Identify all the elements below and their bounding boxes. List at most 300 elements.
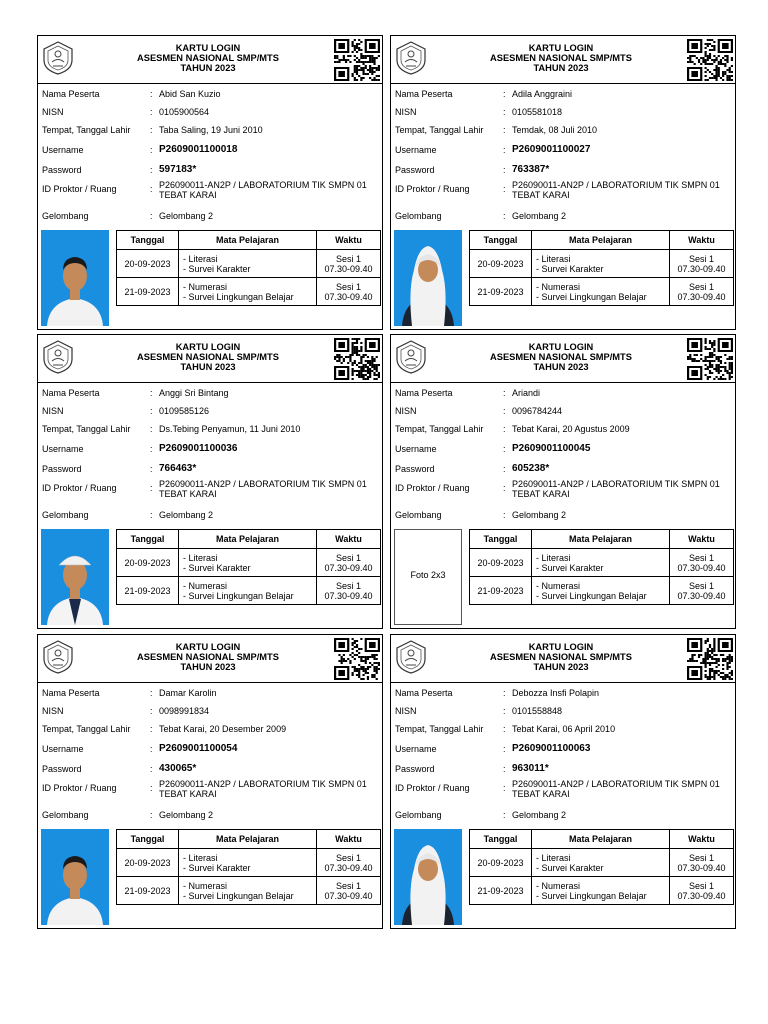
qr-code-icon bbox=[334, 638, 380, 680]
field-value: P26090011-AN2P / LABORATORIUM TIK SMPN 01 TEBAT KARAI bbox=[512, 779, 720, 799]
field-value: Gelombang 2 bbox=[512, 211, 567, 221]
field-colon: : bbox=[150, 107, 153, 117]
field-colon: : bbox=[503, 510, 506, 520]
session-label: Sesi 1 bbox=[688, 880, 714, 891]
field-label: ID Proktor / Ruang bbox=[42, 483, 117, 493]
field-label: Password bbox=[42, 165, 82, 175]
field-label: Username bbox=[395, 744, 437, 754]
card-title-line: TAHUN 2023 bbox=[180, 362, 236, 372]
field-label: Username bbox=[42, 145, 84, 155]
field-value: 0098991834 bbox=[159, 706, 210, 716]
table-row bbox=[117, 849, 381, 877]
field-value: 0105581018 bbox=[512, 107, 563, 117]
tut-wuri-handayani-logo-icon bbox=[394, 40, 428, 76]
subject-line: - Survei Karakter bbox=[183, 862, 251, 873]
field-colon: : bbox=[150, 388, 153, 398]
time-range: 07.30-09.40 bbox=[677, 291, 726, 302]
exam-date: 20-09-2023 bbox=[470, 549, 532, 577]
field-value: P2609001100027 bbox=[512, 144, 591, 155]
field-label: Password bbox=[42, 764, 82, 774]
session-label: Sesi 1 bbox=[688, 852, 714, 863]
exam-subjects bbox=[179, 278, 317, 306]
field-value: Tebat Karai, 20 Agustus 2009 bbox=[512, 424, 630, 434]
field-value: P2609001100045 bbox=[512, 443, 591, 454]
field-colon: : bbox=[503, 125, 506, 135]
table-header-cell: Waktu bbox=[317, 231, 381, 250]
exam-time bbox=[317, 877, 381, 905]
field-label: Tempat, Tanggal Lahir bbox=[42, 424, 131, 434]
card-title-line: TAHUN 2023 bbox=[533, 362, 589, 372]
field-colon: : bbox=[503, 184, 506, 194]
field-colon: : bbox=[503, 406, 506, 416]
exam-date: 20-09-2023 bbox=[470, 250, 532, 278]
field-label: Gelombang bbox=[395, 510, 442, 520]
field-label: Username bbox=[42, 744, 84, 754]
subject-line: - Survei Lingkungan Belajar bbox=[183, 590, 294, 601]
field-value: P26090011-AN2P / LABORATORIUM TIK SMPN 01 TEBAT KARAI bbox=[159, 180, 367, 200]
table-row bbox=[117, 278, 381, 306]
subject-line: - Numerasi bbox=[183, 880, 228, 891]
table-header-cell: Waktu bbox=[670, 830, 734, 849]
exam-date: 20-09-2023 bbox=[117, 849, 179, 877]
exam-subjects bbox=[532, 549, 670, 577]
qr-code-icon bbox=[687, 638, 733, 680]
field-value: 963011* bbox=[512, 763, 549, 774]
table-row bbox=[470, 549, 734, 577]
field-value: Gelombang 2 bbox=[159, 810, 214, 820]
qr-code-icon bbox=[334, 338, 380, 380]
field-value: P26090011-AN2P / LABORATORIUM TIK SMPN 01 TEBAT KARAI bbox=[512, 180, 720, 200]
card-title-line: ASESMEN NASIONAL SMP/MTS bbox=[137, 53, 279, 63]
field-colon: : bbox=[150, 424, 153, 434]
table-header-cell: Tanggal bbox=[117, 530, 179, 549]
card-title-line: TAHUN 2023 bbox=[180, 63, 236, 73]
exam-date: 21-09-2023 bbox=[470, 278, 532, 306]
participant-photo bbox=[394, 230, 462, 326]
exam-date: 20-09-2023 bbox=[117, 549, 179, 577]
table-header-row bbox=[117, 830, 381, 849]
field-label: Nama Peserta bbox=[42, 688, 100, 698]
card-title-line: KARTU LOGIN bbox=[175, 642, 241, 652]
card-title bbox=[108, 43, 308, 73]
field-value: Gelombang 2 bbox=[159, 510, 214, 520]
table-header-cell: Tanggal bbox=[117, 830, 179, 849]
subject-line: - Survei Lingkungan Belajar bbox=[183, 291, 294, 302]
tut-wuri-handayani-logo-icon bbox=[394, 639, 428, 675]
session-label: Sesi 1 bbox=[335, 552, 361, 563]
field-label: NISN bbox=[395, 706, 417, 716]
tut-wuri-handayani-logo-icon bbox=[394, 339, 428, 375]
time-range: 07.30-09.40 bbox=[324, 862, 373, 873]
card-title-line: TAHUN 2023 bbox=[533, 63, 589, 73]
field-label: Nama Peserta bbox=[395, 89, 453, 99]
subject-line: - Numerasi bbox=[183, 580, 228, 591]
card-title bbox=[108, 342, 308, 372]
card-title-line: ASESMEN NASIONAL SMP/MTS bbox=[137, 352, 279, 362]
session-label: Sesi 1 bbox=[688, 253, 714, 264]
card-title-line: TAHUN 2023 bbox=[180, 662, 236, 672]
field-value: Temdak, 08 Juli 2010 bbox=[512, 125, 598, 135]
field-value: Ariandi bbox=[512, 388, 541, 398]
field-colon: : bbox=[150, 464, 153, 474]
table-row bbox=[470, 577, 734, 605]
field-colon: : bbox=[503, 724, 506, 734]
exam-time bbox=[317, 250, 381, 278]
exam-subjects bbox=[179, 849, 317, 877]
field-value: Damar Karolin bbox=[159, 688, 217, 698]
table-header-cell: Mata Pelajaran bbox=[179, 231, 317, 250]
participant-photo bbox=[41, 529, 109, 625]
table-row bbox=[470, 250, 734, 278]
field-label: ID Proktor / Ruang bbox=[42, 184, 117, 194]
card-header bbox=[38, 335, 382, 383]
card-title bbox=[461, 342, 661, 372]
field-value: Gelombang 2 bbox=[159, 211, 214, 221]
field-label: Tempat, Tanggal Lahir bbox=[42, 724, 131, 734]
table-row bbox=[117, 577, 381, 605]
field-colon: : bbox=[150, 764, 153, 774]
table-header-cell: Tanggal bbox=[117, 231, 179, 250]
field-label: Gelombang bbox=[395, 810, 442, 820]
field-colon: : bbox=[150, 688, 153, 698]
login-card bbox=[390, 334, 736, 629]
field-colon: : bbox=[503, 706, 506, 716]
field-colon: : bbox=[150, 510, 153, 520]
exam-date: 20-09-2023 bbox=[117, 250, 179, 278]
exam-time bbox=[670, 250, 734, 278]
table-header-cell: Mata Pelajaran bbox=[179, 530, 317, 549]
field-value: 597183* bbox=[159, 164, 197, 175]
session-label: Sesi 1 bbox=[335, 580, 361, 591]
exam-time bbox=[317, 849, 381, 877]
field-label: Tempat, Tanggal Lahir bbox=[395, 424, 484, 434]
time-range: 07.30-09.40 bbox=[324, 590, 373, 601]
subject-line: - Numerasi bbox=[536, 281, 581, 292]
card-header bbox=[38, 635, 382, 683]
field-label: NISN bbox=[42, 107, 64, 117]
session-label: Sesi 1 bbox=[335, 253, 361, 264]
field-label: Nama Peserta bbox=[395, 388, 453, 398]
subject-line: - Literasi bbox=[183, 552, 218, 563]
field-label: Tempat, Tanggal Lahir bbox=[42, 125, 131, 135]
field-colon: : bbox=[150, 483, 153, 493]
card-header bbox=[391, 635, 735, 683]
field-colon: : bbox=[503, 783, 506, 793]
card-title bbox=[108, 642, 308, 672]
table-header-cell: Waktu bbox=[317, 530, 381, 549]
table-header-cell: Waktu bbox=[317, 830, 381, 849]
subject-line: - Numerasi bbox=[536, 580, 581, 591]
card-header bbox=[391, 335, 735, 383]
field-label: Nama Peserta bbox=[395, 688, 453, 698]
field-colon: : bbox=[503, 388, 506, 398]
card-title-line: KARTU LOGIN bbox=[528, 43, 594, 53]
card-title-line: KARTU LOGIN bbox=[528, 642, 594, 652]
field-value: Tebat Karai, 06 April 2010 bbox=[512, 724, 616, 734]
field-label: Tempat, Tanggal Lahir bbox=[395, 724, 484, 734]
card-title bbox=[461, 642, 661, 672]
subject-line: - Numerasi bbox=[183, 281, 228, 292]
time-range: 07.30-09.40 bbox=[677, 862, 726, 873]
field-colon: : bbox=[503, 688, 506, 698]
subject-line: - Survei Karakter bbox=[536, 862, 604, 873]
card-title-line: ASESMEN NASIONAL SMP/MTS bbox=[490, 652, 632, 662]
field-value: P2609001100054 bbox=[159, 743, 238, 754]
photo-placeholder-label: Foto 2x3 bbox=[410, 570, 446, 580]
time-range: 07.30-09.40 bbox=[324, 291, 373, 302]
session-label: Sesi 1 bbox=[335, 852, 361, 863]
card-title bbox=[461, 43, 661, 73]
field-label: Nama Peserta bbox=[42, 388, 100, 398]
exam-time bbox=[670, 278, 734, 306]
session-label: Sesi 1 bbox=[335, 281, 361, 292]
exam-subjects bbox=[179, 877, 317, 905]
subject-line: - Survei Karakter bbox=[183, 562, 251, 573]
field-colon: : bbox=[503, 464, 506, 474]
field-value: P2609001100036 bbox=[159, 443, 238, 454]
field-value: Gelombang 2 bbox=[512, 510, 567, 520]
field-colon: : bbox=[150, 211, 153, 221]
exam-schedule-table bbox=[116, 529, 381, 605]
subject-line: - Literasi bbox=[183, 253, 218, 264]
exam-subjects bbox=[532, 877, 670, 905]
field-label: Password bbox=[395, 464, 435, 474]
field-label: Password bbox=[395, 764, 435, 774]
exam-subjects bbox=[179, 577, 317, 605]
field-label: ID Proktor / Ruang bbox=[395, 783, 470, 793]
exam-schedule-table bbox=[469, 529, 734, 605]
field-value: 0109585126 bbox=[159, 406, 210, 416]
field-colon: : bbox=[150, 125, 153, 135]
field-label: Gelombang bbox=[42, 810, 89, 820]
field-value: 430065* bbox=[159, 763, 197, 774]
subject-line: - Literasi bbox=[183, 852, 218, 863]
table-header-cell: Tanggal bbox=[470, 231, 532, 250]
table-header-cell: Tanggal bbox=[470, 530, 532, 549]
card-title-line: KARTU LOGIN bbox=[175, 43, 241, 53]
field-value: Taba Saling, 19 Juni 2010 bbox=[159, 125, 263, 135]
field-value: Anggi Sri Bintang bbox=[159, 388, 229, 398]
subject-line: - Survei Lingkungan Belajar bbox=[536, 291, 647, 302]
participant-photo bbox=[41, 829, 109, 925]
exam-subjects bbox=[532, 278, 670, 306]
field-value: P26090011-AN2P / LABORATORIUM TIK SMPN 01 TEBAT KARAI bbox=[512, 479, 720, 499]
field-value: Abid San Kuzio bbox=[159, 89, 221, 99]
subject-line: - Survei Karakter bbox=[536, 263, 604, 274]
field-label: Gelombang bbox=[42, 510, 89, 520]
time-range: 07.30-09.40 bbox=[677, 890, 726, 901]
qr-code-icon bbox=[334, 39, 380, 81]
table-row bbox=[117, 250, 381, 278]
table-header-cell: Tanggal bbox=[470, 830, 532, 849]
field-label: NISN bbox=[42, 406, 64, 416]
subject-line: - Survei Karakter bbox=[183, 263, 251, 274]
session-label: Sesi 1 bbox=[335, 880, 361, 891]
tut-wuri-handayani-logo-icon bbox=[41, 40, 75, 76]
exam-subjects bbox=[532, 849, 670, 877]
field-colon: : bbox=[503, 424, 506, 434]
session-label: Sesi 1 bbox=[688, 552, 714, 563]
time-range: 07.30-09.40 bbox=[677, 263, 726, 274]
photo-placeholder bbox=[394, 529, 462, 625]
qr-code-icon bbox=[687, 338, 733, 380]
table-header-row bbox=[117, 530, 381, 549]
table-header-cell: Waktu bbox=[670, 231, 734, 250]
table-header-cell: Mata Pelajaran bbox=[532, 530, 670, 549]
field-colon: : bbox=[503, 165, 506, 175]
field-label: Username bbox=[395, 145, 437, 155]
table-header-row bbox=[117, 231, 381, 250]
session-label: Sesi 1 bbox=[688, 580, 714, 591]
card-title-line: ASESMEN NASIONAL SMP/MTS bbox=[137, 652, 279, 662]
exam-subjects bbox=[179, 250, 317, 278]
table-header-cell: Waktu bbox=[670, 530, 734, 549]
subject-line: - Survei Lingkungan Belajar bbox=[536, 590, 647, 601]
field-value: P2609001100063 bbox=[512, 743, 591, 754]
field-colon: : bbox=[503, 483, 506, 493]
field-label: NISN bbox=[42, 706, 64, 716]
exam-date: 20-09-2023 bbox=[470, 849, 532, 877]
field-colon: : bbox=[503, 211, 506, 221]
field-label: Password bbox=[42, 464, 82, 474]
field-label: ID Proktor / Ruang bbox=[42, 783, 117, 793]
field-value: P2609001100018 bbox=[159, 144, 238, 155]
field-colon: : bbox=[150, 165, 153, 175]
exam-schedule-table bbox=[116, 829, 381, 905]
field-colon: : bbox=[503, 444, 506, 454]
exam-time bbox=[670, 877, 734, 905]
table-header-cell: Mata Pelajaran bbox=[532, 830, 670, 849]
field-label: Gelombang bbox=[395, 211, 442, 221]
login-card bbox=[390, 35, 736, 330]
card-title-line: KARTU LOGIN bbox=[175, 342, 241, 352]
field-colon: : bbox=[150, 744, 153, 754]
subject-line: - Survei Karakter bbox=[536, 562, 604, 573]
exam-schedule-table bbox=[116, 230, 381, 306]
login-card bbox=[37, 634, 383, 929]
time-range: 07.30-09.40 bbox=[677, 562, 726, 573]
time-range: 07.30-09.40 bbox=[324, 890, 373, 901]
field-label: Password bbox=[395, 165, 435, 175]
subject-line: - Literasi bbox=[536, 852, 571, 863]
exam-subjects bbox=[532, 577, 670, 605]
exam-date: 21-09-2023 bbox=[117, 877, 179, 905]
subject-line: - Literasi bbox=[536, 552, 571, 563]
table-header-cell: Mata Pelajaran bbox=[532, 231, 670, 250]
exam-schedule-table bbox=[469, 230, 734, 306]
field-value: 0096784244 bbox=[512, 406, 563, 416]
exam-subjects bbox=[532, 250, 670, 278]
table-row bbox=[470, 278, 734, 306]
field-value: Tebat Karai, 20 Desember 2009 bbox=[159, 724, 287, 734]
field-value: 0105900564 bbox=[159, 107, 210, 117]
field-colon: : bbox=[150, 810, 153, 820]
exam-date: 21-09-2023 bbox=[470, 877, 532, 905]
table-header-row bbox=[470, 530, 734, 549]
field-label: NISN bbox=[395, 406, 417, 416]
table-row bbox=[117, 877, 381, 905]
qr-code-icon bbox=[687, 39, 733, 81]
table-row bbox=[470, 849, 734, 877]
field-value: 766463* bbox=[159, 463, 197, 474]
exam-subjects bbox=[179, 549, 317, 577]
exam-schedule-table bbox=[469, 829, 734, 905]
field-value: 0101558848 bbox=[512, 706, 563, 716]
login-card bbox=[37, 35, 383, 330]
field-colon: : bbox=[503, 145, 506, 155]
field-value: Gelombang 2 bbox=[512, 810, 567, 820]
exam-time bbox=[670, 849, 734, 877]
time-range: 07.30-09.40 bbox=[677, 590, 726, 601]
tut-wuri-handayani-logo-icon bbox=[41, 639, 75, 675]
table-header-cell: Mata Pelajaran bbox=[179, 830, 317, 849]
field-label: ID Proktor / Ruang bbox=[395, 483, 470, 493]
table-header-row bbox=[470, 830, 734, 849]
field-value: 763387* bbox=[512, 164, 550, 175]
field-colon: : bbox=[150, 145, 153, 155]
field-colon: : bbox=[150, 184, 153, 194]
subject-line: - Survei Lingkungan Belajar bbox=[183, 890, 294, 901]
field-label: ID Proktor / Ruang bbox=[395, 184, 470, 194]
field-value: Adila Anggraini bbox=[512, 89, 573, 99]
time-range: 07.30-09.40 bbox=[324, 562, 373, 573]
subject-line: - Survei Lingkungan Belajar bbox=[536, 890, 647, 901]
exam-time bbox=[670, 577, 734, 605]
participant-photo bbox=[394, 829, 462, 925]
field-colon: : bbox=[503, 744, 506, 754]
subject-line: - Literasi bbox=[536, 253, 571, 264]
card-title-line: KARTU LOGIN bbox=[528, 342, 594, 352]
login-card bbox=[390, 634, 736, 929]
field-value: Debozza Insfi Polapin bbox=[512, 688, 600, 698]
field-colon: : bbox=[503, 810, 506, 820]
login-card bbox=[37, 334, 383, 629]
table-header-row bbox=[470, 231, 734, 250]
subject-line: - Numerasi bbox=[536, 880, 581, 891]
field-label: Username bbox=[395, 444, 437, 454]
exam-time bbox=[670, 549, 734, 577]
field-value: Ds.Tebing Penyamun, 11 Juni 2010 bbox=[159, 424, 301, 434]
card-title-line: ASESMEN NASIONAL SMP/MTS bbox=[490, 53, 632, 63]
field-value: P26090011-AN2P / LABORATORIUM TIK SMPN 01 TEBAT KARAI bbox=[159, 779, 367, 799]
field-value: P26090011-AN2P / LABORATORIUM TIK SMPN 01 TEBAT KARAI bbox=[159, 479, 367, 499]
field-colon: : bbox=[150, 406, 153, 416]
card-title-line: TAHUN 2023 bbox=[533, 662, 589, 672]
exam-date: 21-09-2023 bbox=[470, 577, 532, 605]
time-range: 07.30-09.40 bbox=[324, 263, 373, 274]
field-colon: : bbox=[503, 89, 506, 99]
field-colon: : bbox=[150, 706, 153, 716]
field-colon: : bbox=[150, 783, 153, 793]
card-header bbox=[391, 36, 735, 84]
field-colon: : bbox=[150, 89, 153, 99]
card-header bbox=[38, 36, 382, 84]
field-value: 605238* bbox=[512, 463, 550, 474]
participant-photo bbox=[41, 230, 109, 326]
exam-date: 21-09-2023 bbox=[117, 577, 179, 605]
field-label: Gelombang bbox=[42, 211, 89, 221]
exam-time bbox=[317, 577, 381, 605]
session-label: Sesi 1 bbox=[688, 281, 714, 292]
table-row bbox=[117, 549, 381, 577]
card-title-line: ASESMEN NASIONAL SMP/MTS bbox=[490, 352, 632, 362]
exam-time bbox=[317, 278, 381, 306]
field-label: Username bbox=[42, 444, 84, 454]
field-colon: : bbox=[150, 444, 153, 454]
field-label: NISN bbox=[395, 107, 417, 117]
field-colon: : bbox=[503, 107, 506, 117]
table-row bbox=[470, 877, 734, 905]
